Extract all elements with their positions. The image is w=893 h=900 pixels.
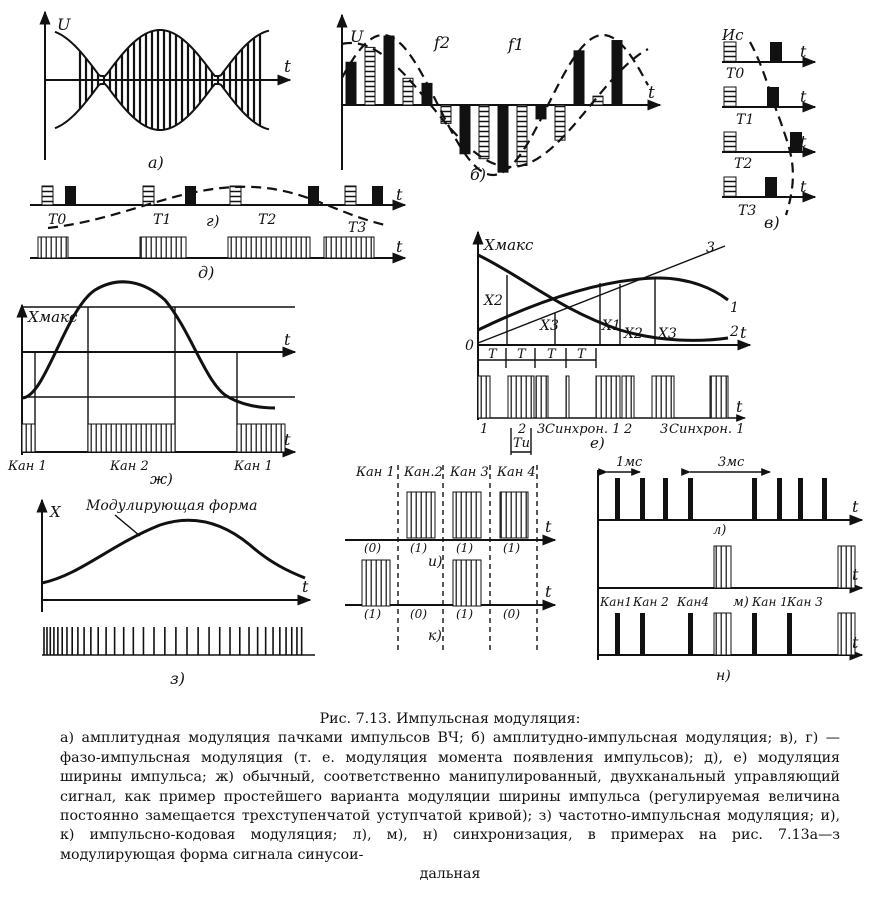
- channel-4-label: Кан 4: [497, 465, 536, 480]
- period-t: T: [547, 347, 556, 362]
- seq-1: 1: [480, 422, 489, 437]
- code-pulse: [362, 560, 390, 606]
- reference-pulse: [724, 87, 736, 107]
- width-pulse: [652, 376, 674, 418]
- code-i-1: (0): [364, 541, 381, 555]
- period-t0: T0: [48, 212, 67, 228]
- code-i-4: (1): [503, 541, 520, 555]
- channel-label: Кан 3: [787, 595, 823, 609]
- sync-pulse: [752, 613, 757, 655]
- axis-t-label: t: [284, 57, 291, 77]
- x2-label: X2: [624, 326, 643, 342]
- period-t3: T3: [348, 220, 367, 236]
- interval-3ms: 3мс: [718, 455, 745, 470]
- axis-t-label: t: [800, 87, 807, 106]
- sync-pulse: [777, 478, 782, 520]
- amplitude-pulse: [346, 62, 356, 105]
- sync-pulses: [615, 478, 855, 655]
- amplitude-pulse: [574, 51, 584, 105]
- panel-tag-n: н): [716, 668, 731, 684]
- panel-lmn: [598, 455, 862, 684]
- panel-tag: б): [470, 165, 487, 184]
- axis-t-label: t: [302, 577, 309, 596]
- axis-t-label: t: [852, 633, 859, 652]
- modulating-form-label: Модулирующая форма: [86, 498, 258, 514]
- channel-1-label: Кан 1: [234, 459, 273, 474]
- period-t: T: [577, 347, 586, 362]
- panel-d: [30, 237, 405, 282]
- panel-ik: [345, 465, 555, 650]
- panel-g: [30, 185, 405, 236]
- width-pulse: [536, 376, 548, 418]
- seq-2: 2: [624, 422, 633, 437]
- width-pulse: [596, 376, 620, 418]
- period-t1: T1: [736, 112, 755, 128]
- sync-pulse: [787, 613, 792, 655]
- curve-3-label: 3: [706, 240, 715, 256]
- width-pulses: [38, 237, 374, 258]
- caption-title: Рис. 7.13. Импульсная модуляция:: [319, 711, 581, 727]
- axis-t-label: t: [800, 42, 807, 61]
- period-t2: T2: [734, 156, 753, 172]
- amplitude-pulse: [555, 105, 565, 140]
- amplitude-pulse: [365, 47, 375, 105]
- reference-pulse: [230, 186, 241, 205]
- axis-t-label: t: [284, 430, 291, 449]
- reference-pulse: [345, 186, 356, 205]
- sync-pulse: [798, 478, 803, 520]
- channel-pulses: [22, 424, 285, 452]
- sync-pulse: [688, 613, 693, 655]
- x3-label: X3: [658, 326, 677, 342]
- reference-pulse: [724, 132, 736, 152]
- panel-a: [45, 12, 291, 172]
- code-pulse: [500, 492, 528, 538]
- seq-sync: Синхрон. 1: [669, 422, 745, 437]
- channel-3-label: Кан 3: [450, 465, 489, 480]
- x2-label: X2: [484, 293, 503, 309]
- code-i-3: (1): [456, 541, 473, 555]
- panel-tag-k: к): [428, 628, 442, 644]
- axis-t-label: t: [736, 397, 743, 416]
- panel-tag: ж): [150, 470, 173, 488]
- axis-u-label: U: [57, 15, 71, 34]
- axis-t-label: t: [396, 237, 403, 256]
- sync-pulse: [822, 478, 827, 520]
- sync-pulse: [752, 478, 757, 520]
- period-t1: T1: [153, 212, 172, 228]
- panel-tag: г): [206, 212, 220, 230]
- shifted-pulse: [372, 186, 383, 205]
- sync-pulse: [663, 478, 668, 520]
- code-pulse: [453, 560, 481, 606]
- axis-t-label: t: [545, 582, 552, 601]
- curve-2-label: 2: [730, 324, 739, 340]
- reference-pulse: [724, 42, 736, 62]
- channel-label: Кан 2: [633, 595, 669, 609]
- reference-pulse: [724, 177, 736, 197]
- period-t: T: [488, 347, 497, 362]
- panel-tag-l: л): [713, 523, 727, 538]
- seq-3: 3: [660, 422, 669, 437]
- period-t3: T3: [738, 203, 757, 219]
- width-pulse: [324, 237, 374, 258]
- width-pulse: [478, 376, 490, 418]
- f1-label: f1: [508, 35, 525, 54]
- axis-t-label: t: [545, 517, 552, 536]
- reference-pulse: [143, 186, 154, 205]
- channel-label: Кан1: [600, 595, 632, 609]
- x1-label: X1: [602, 318, 621, 334]
- shifted-pulse: [770, 42, 782, 62]
- period-t2: T2: [258, 212, 277, 228]
- marker-pulse: [714, 546, 731, 588]
- width-pulse: [508, 376, 534, 418]
- seq-sync: Синхрон. 1: [545, 422, 621, 437]
- axis-t-label: t: [852, 565, 859, 584]
- channel-label: Кан4: [677, 595, 709, 609]
- reference-pulse: [42, 186, 53, 205]
- amplitude-pulse: [422, 83, 432, 105]
- channel-2-label: Кан 2: [110, 459, 149, 474]
- axis-t-label: t: [648, 83, 655, 103]
- axis-xmax-label: Xмакс: [484, 236, 534, 254]
- amplitude-pulse: [612, 41, 622, 105]
- caption-body: а) амплитудная модуляция пачками импульсов ВЧ; б) амплитудно-импульсная модуляция; в), г) — фазо-импульсная модуляция (т. е. модуляция момента появления импульсов); д), е) модуляция ширины импульса; ж) обычный, соответственно манипулированный, двухканальный управляющий сигнал, как пример простейшего варианта модуляции ширины импульса (регулируемая величина постоянно замещается трехступенчатой уступчатой кривой); з) частотно-импульсная модуляция; и), к) импульсно-кодовая модуляция; л), м), н) синхронизация, в примерах на рис. 7.13а—з модулирующая форма сигнала синусои-: [60, 730, 840, 863]
- channel-label: Кан 1: [752, 595, 788, 609]
- width-pulse: [228, 237, 310, 258]
- panel-tag: е): [590, 434, 605, 452]
- axis-t-label: t: [396, 185, 403, 204]
- width-pulses: [478, 376, 728, 418]
- x3-label: X3: [540, 318, 559, 334]
- sync-pulse: [640, 613, 645, 655]
- panel-tag-i: и): [428, 554, 443, 570]
- panel-b: [342, 15, 660, 184]
- channel-pulse: [88, 424, 175, 452]
- seq-3: 3: [537, 422, 546, 437]
- width-pulse: [566, 376, 569, 418]
- axis-t-label: t: [284, 330, 291, 349]
- amplitude-pulse: [498, 105, 508, 172]
- pulse-width-tu: Tu: [513, 436, 531, 451]
- axis-t-label: t: [740, 323, 747, 342]
- code-k-3: (1): [456, 607, 473, 621]
- code-i-2: (1): [410, 541, 427, 555]
- code-pulse: [453, 492, 481, 538]
- shifted-pulse: [185, 186, 196, 205]
- channel-pulse: [22, 424, 35, 452]
- channel-pulse: [237, 424, 285, 452]
- axis-x-label: X: [50, 503, 61, 521]
- panel-tag: в): [764, 213, 780, 232]
- period-t: T: [517, 347, 526, 362]
- seq-2: 2: [518, 422, 527, 437]
- sync-pulse: [640, 478, 645, 520]
- period-t0: T0: [726, 66, 745, 82]
- panel-z: [42, 498, 315, 688]
- panel-tag: д): [198, 263, 215, 282]
- axis-t-label: t: [800, 132, 807, 151]
- f2-label: f2: [434, 33, 451, 52]
- caption-tail: дальная: [419, 866, 481, 883]
- code-k-4: (0): [503, 607, 520, 621]
- axis-t-label: t: [852, 497, 859, 516]
- code-k-1: (1): [364, 607, 381, 621]
- panel-tag: а): [148, 153, 164, 172]
- axis-u-label: U: [350, 27, 364, 46]
- axis-ic-label: Ис: [722, 26, 744, 44]
- width-pulse: [140, 237, 186, 258]
- marker-pulse: [714, 613, 731, 655]
- interval-1ms: 1мс: [616, 455, 643, 470]
- channel-1-label: Кан 1: [356, 465, 395, 480]
- panel-e: [465, 232, 750, 455]
- figure-caption: [60, 710, 840, 885]
- panel-tag-m: м): [733, 595, 749, 610]
- panel-tag: з): [170, 669, 185, 688]
- panel-zh: [7, 282, 295, 488]
- origin-label: 0: [465, 338, 474, 354]
- sync-pulse: [688, 478, 693, 520]
- width-pulse: [710, 376, 728, 418]
- curve-1-label: 1: [730, 300, 739, 316]
- shifted-pulse: [65, 186, 76, 205]
- axis-xmax-label: Xмакс: [28, 308, 78, 326]
- sync-pulse: [615, 478, 620, 520]
- shifted-pulse: [765, 177, 777, 197]
- amplitude-pulse: [384, 36, 394, 105]
- code-pulse: [407, 492, 435, 538]
- sync-pulse: [615, 613, 620, 655]
- width-pulse: [622, 376, 634, 418]
- channel-1-label: Кан 1: [8, 459, 47, 474]
- width-pulse: [38, 237, 68, 258]
- axis-t-label: t: [800, 177, 807, 196]
- amplitude-pulse: [479, 105, 489, 159]
- panel-v: [721, 26, 815, 232]
- frequency-pulses: [44, 627, 302, 655]
- code-k-2: (0): [410, 607, 427, 621]
- channel-2-label: Кан.2: [404, 465, 443, 480]
